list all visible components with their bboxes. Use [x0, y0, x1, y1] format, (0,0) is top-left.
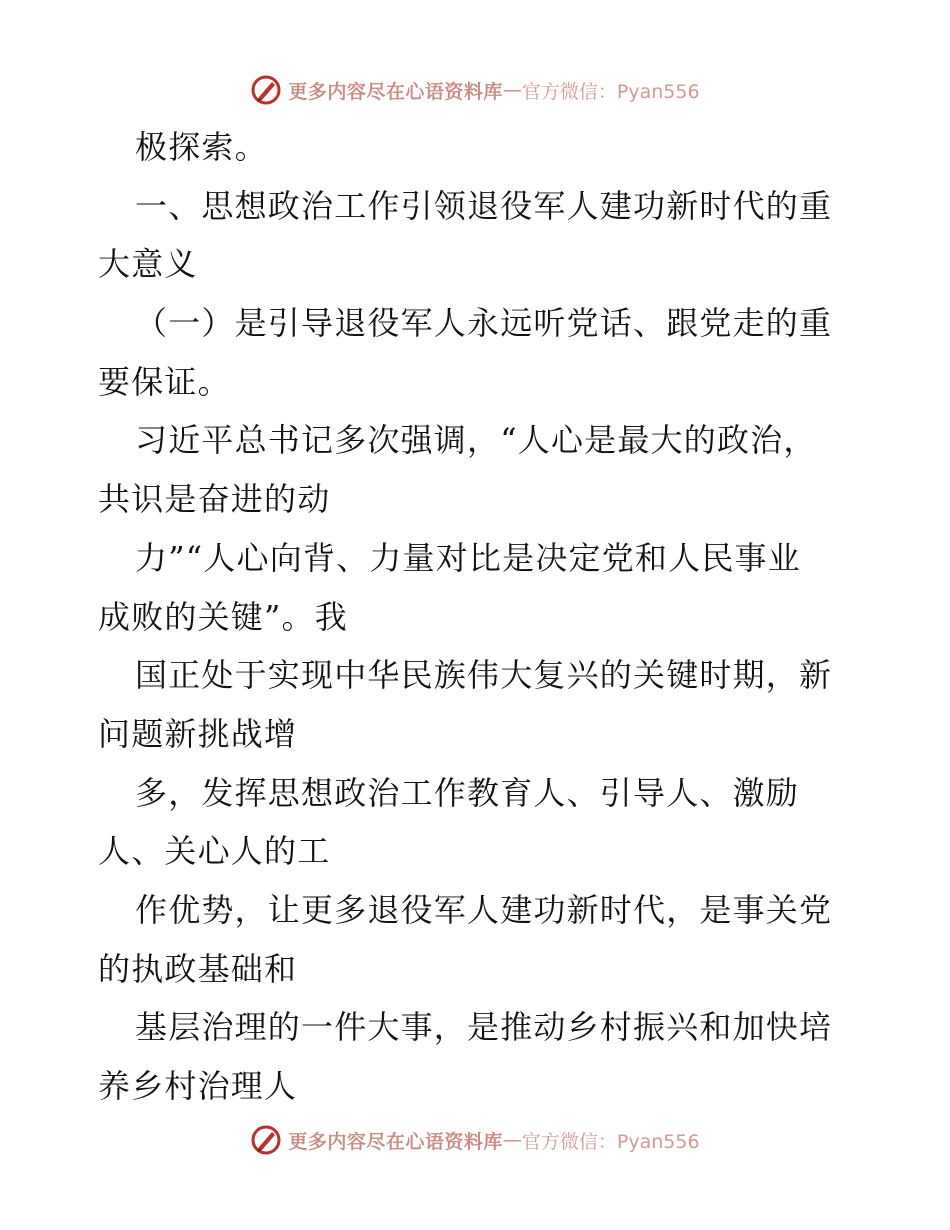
subsection-heading-line: 要保证。	[98, 362, 231, 401]
document-body	[98, 118, 858, 1116]
section-heading-line: 一、思想政治工作引领退役军人建功新时代的重	[135, 186, 833, 225]
text-line: 共识是奋进的动	[98, 480, 331, 519]
header-banner-text: 更多内容尽在心语资料库	[288, 80, 503, 103]
text-line: 习近平总书记多次强调，“人心是最大的政治，	[135, 421, 817, 460]
footer-banner-text: 更多内容尽在心语资料库	[288, 1130, 503, 1153]
text-line: 基层治理的一件大事，是推动乡村振兴和加快培	[135, 1008, 833, 1047]
footer-banner-wechat: 官方微信：Pyan556	[521, 1130, 700, 1153]
pen-logo-icon	[250, 74, 282, 106]
text-line: 力”“人心向背、力量对比是决定党和人民事业	[135, 538, 801, 577]
text-line: 养乡村治理人	[98, 1067, 298, 1105]
text-line: 国正处于实现中华民族伟大复兴的关键时期，新	[135, 656, 833, 695]
text-line: 问题新挑战增	[98, 714, 298, 753]
section-heading-line: 大意义	[98, 245, 198, 284]
subsection-heading-line: （一）是引导退役军人永远听党话、跟党走的重	[135, 304, 833, 343]
text-line: 作优势，让更多退役军人建功新时代，是事关党	[135, 890, 833, 929]
text-line: 人、关心人的工	[98, 832, 331, 871]
header-banner-wechat: 官方微信：Pyan556	[521, 80, 700, 103]
text-line: 成败的关键”。我	[98, 597, 348, 636]
text-line: 极探索。	[135, 128, 268, 166]
text-line: 多，发挥思想政治工作教育人、引导人、激励	[135, 773, 800, 812]
header-banner-separator: —	[502, 79, 522, 101]
footer-banner-separator: —	[502, 1129, 522, 1151]
text-line: 的执政基础和	[98, 949, 298, 988]
footer-banner	[0, 1120, 950, 1160]
header-banner	[0, 70, 950, 110]
pen-logo-icon	[250, 1124, 282, 1156]
